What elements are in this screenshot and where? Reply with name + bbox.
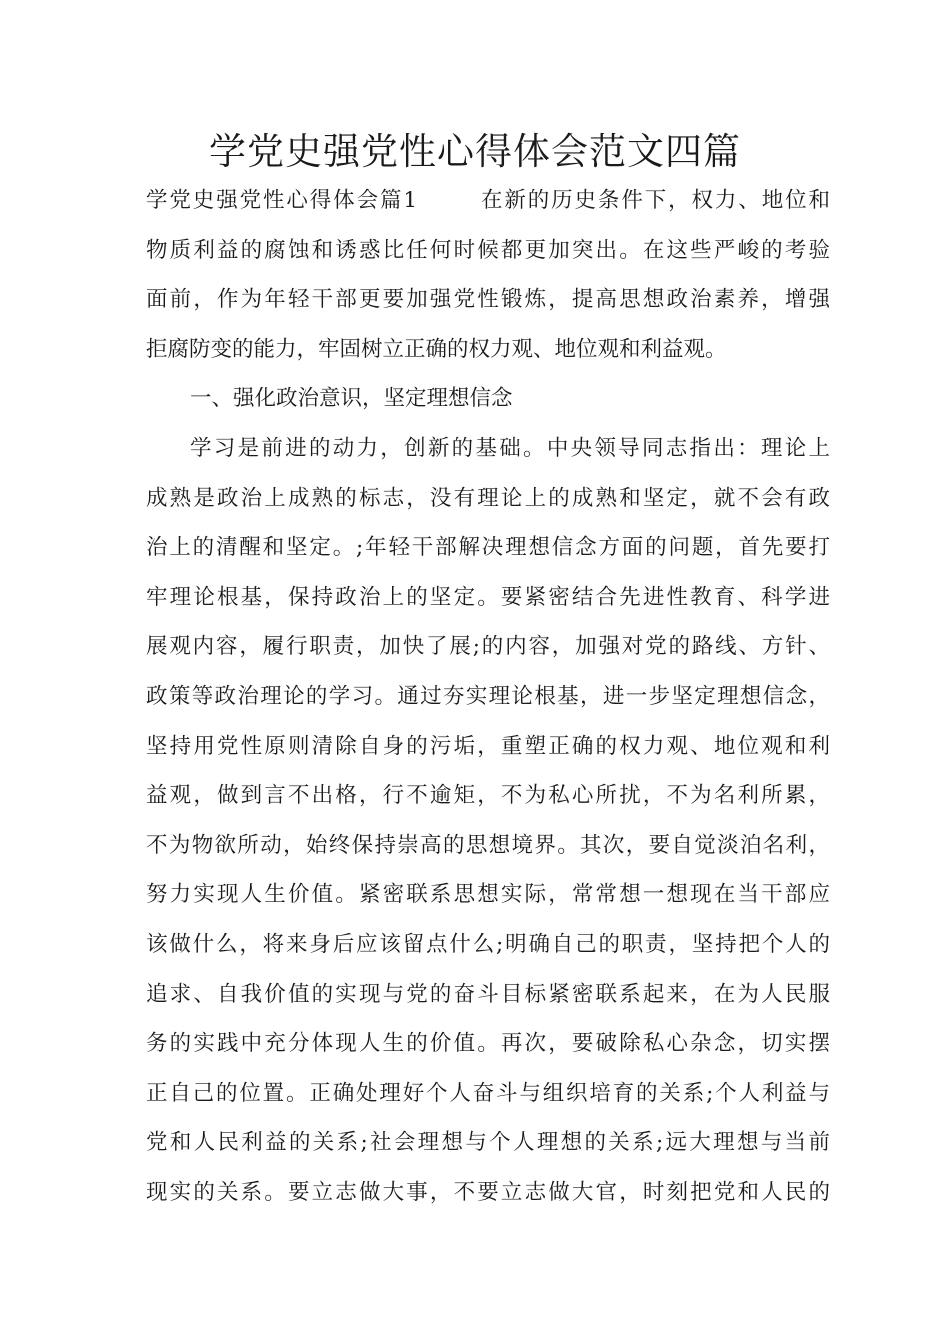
paragraph-line: 治上的清醒和坚定。;年轻干部解决理想信念方面的问题，首先要打 [146,535,830,561]
paragraph-line: 正自己的位置。正确处理好个人奋斗与组织培育的关系;个人利益与 [146,1080,830,1106]
subheading-line: 一、强化政治意识，坚定理想信念 [190,386,513,412]
line-text: 在新的历史条件下，权力、地位和 [479,188,830,213]
paragraph-line: 务的实践中充分体现人生的价值。再次，要破除私心杂念，切实摆 [146,1031,830,1057]
paragraph-line: 成熟是政治上成熟的标志，没有理论上的成熟和坚定，就不会有政 [146,485,830,511]
paragraph-line: 面前，作为年轻干部更要加强党性锻炼，提高思想政治素养，增强 [146,287,830,313]
paragraph-line: 不为物欲所动，始终保持崇高的思想境界。其次，要自觉淡泊名利， [146,832,830,858]
paragraph-line: 物质利益的腐蚀和诱惑比任何时候都更加突出。在这些严峻的考验 [146,237,830,263]
paragraph-line: 展观内容，履行职责，加快了展;的内容，加强对党的路线、方针、 [146,634,830,660]
paragraph-line: 该做什么，将来身后应该留点什么;明确自己的职责，坚持把个人的 [146,931,830,957]
paragraph-line: 牢理论根基，保持政治上的坚定。要紧密结合先进性教育、科学进 [146,584,830,610]
paragraph-line: 益观，做到言不出格，行不逾矩，不为私心所扰，不为名利所累， [146,783,830,809]
paragraph-line: 拒腐防变的能力，牢固树立正确的权力观、地位观和利益观。 [146,336,727,362]
paragraph-line: 努力实现人生价值。紧密联系思想实际，常常想一想现在当干部应 [146,882,830,908]
paragraph-line: 坚持用党性原则清除自身的污垢，重塑正确的权力观、地位观和利 [146,733,830,759]
paragraph-line: 追求、自我价值的实现与党的奋斗目标紧密联系起来，在为人民服 [146,981,830,1007]
section-heading: 学党史强党性心得体会篇1 [146,188,418,213]
document-body [146,179,830,1220]
document-title: 学党史强党性心得体会范文四篇 [209,130,741,173]
paragraph-line: 政策等政治理论的学习。通过夯实理论根基，进一步坚定理想信念， [146,683,830,709]
paragraph-line [146,179,830,229]
paragraph-line: 现实的关系。要立志做大事，不要立志做大官，时刻把党和人民的 [146,1179,830,1205]
paragraph-line: 学习是前进的动力，创新的基础。中央领导同志指出：理论上 [190,435,830,461]
paragraph-line: 党和人民利益的关系;社会理想与个人理想的关系;远大理想与当前 [146,1130,830,1156]
